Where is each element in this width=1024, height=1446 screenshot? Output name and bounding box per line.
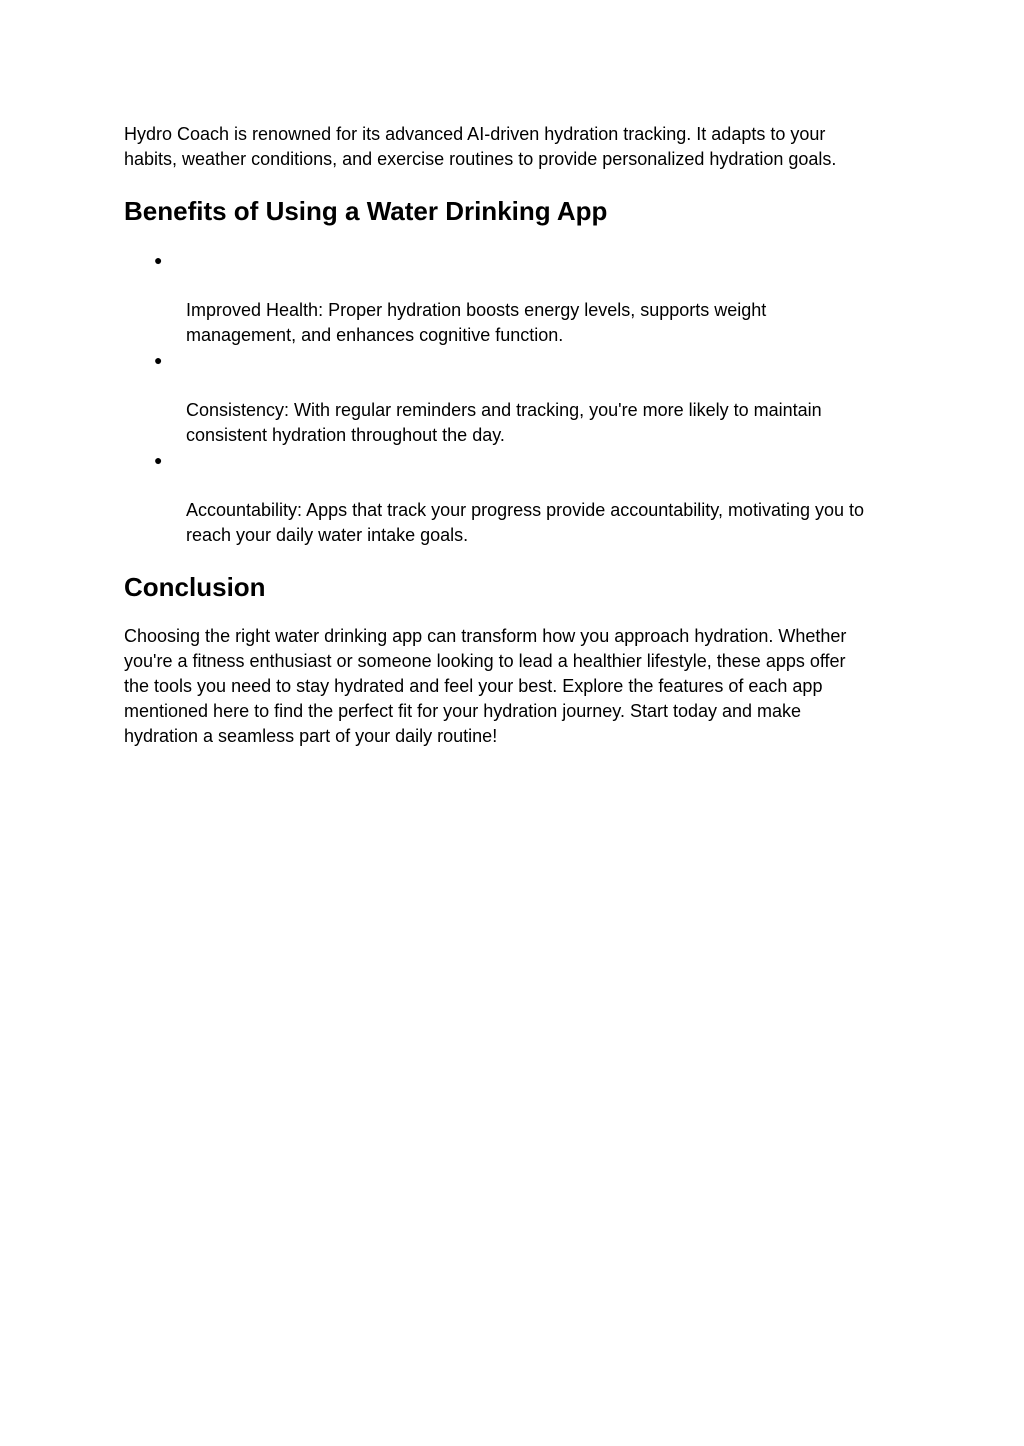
list-item-text: Improved Health: Proper hydration boosts energy levels, supports weight management, and enhances cognitive function. bbox=[186, 300, 767, 345]
benefits-heading: Benefits of Using a Water Drinking App bbox=[124, 196, 608, 226]
bullet-icon: ● bbox=[154, 452, 163, 468]
list-item bbox=[124, 348, 914, 448]
conclusion-paragraph: Choosing the right water drinking app can transform how you approach hydration. Whether you're a fitness enthusiast or someone looking to lead a healthier lifestyle, these apps offer the tools you need to stay hydrated and feel your best. Explore the features of each app mentioned here to find the perfect fit for your hydration journey. Start today and make hydration a seamless part of your daily routine! bbox=[124, 626, 847, 746]
list-item-text: Accountability: Apps that track your progress provide accountability, motivating you to reach your daily water intake goals. bbox=[186, 500, 865, 545]
document-page bbox=[124, 120, 914, 749]
list-item-text: Consistency: With regular reminders and tracking, you're more likely to maintain consistent hydration throughout the day. bbox=[186, 400, 822, 445]
intro-paragraph: Hydro Coach is renowned for its advanced AI-driven hydration tracking. It adapts to your habits, weather conditions, and exercise routines to provide personalized hydration goals. bbox=[124, 124, 837, 169]
conclusion-heading: Conclusion bbox=[124, 572, 266, 602]
list-item bbox=[124, 248, 914, 348]
bullet-icon: ● bbox=[154, 252, 163, 268]
benefits-list bbox=[124, 248, 914, 548]
bullet-icon: ● bbox=[154, 352, 163, 368]
list-item bbox=[124, 448, 914, 548]
